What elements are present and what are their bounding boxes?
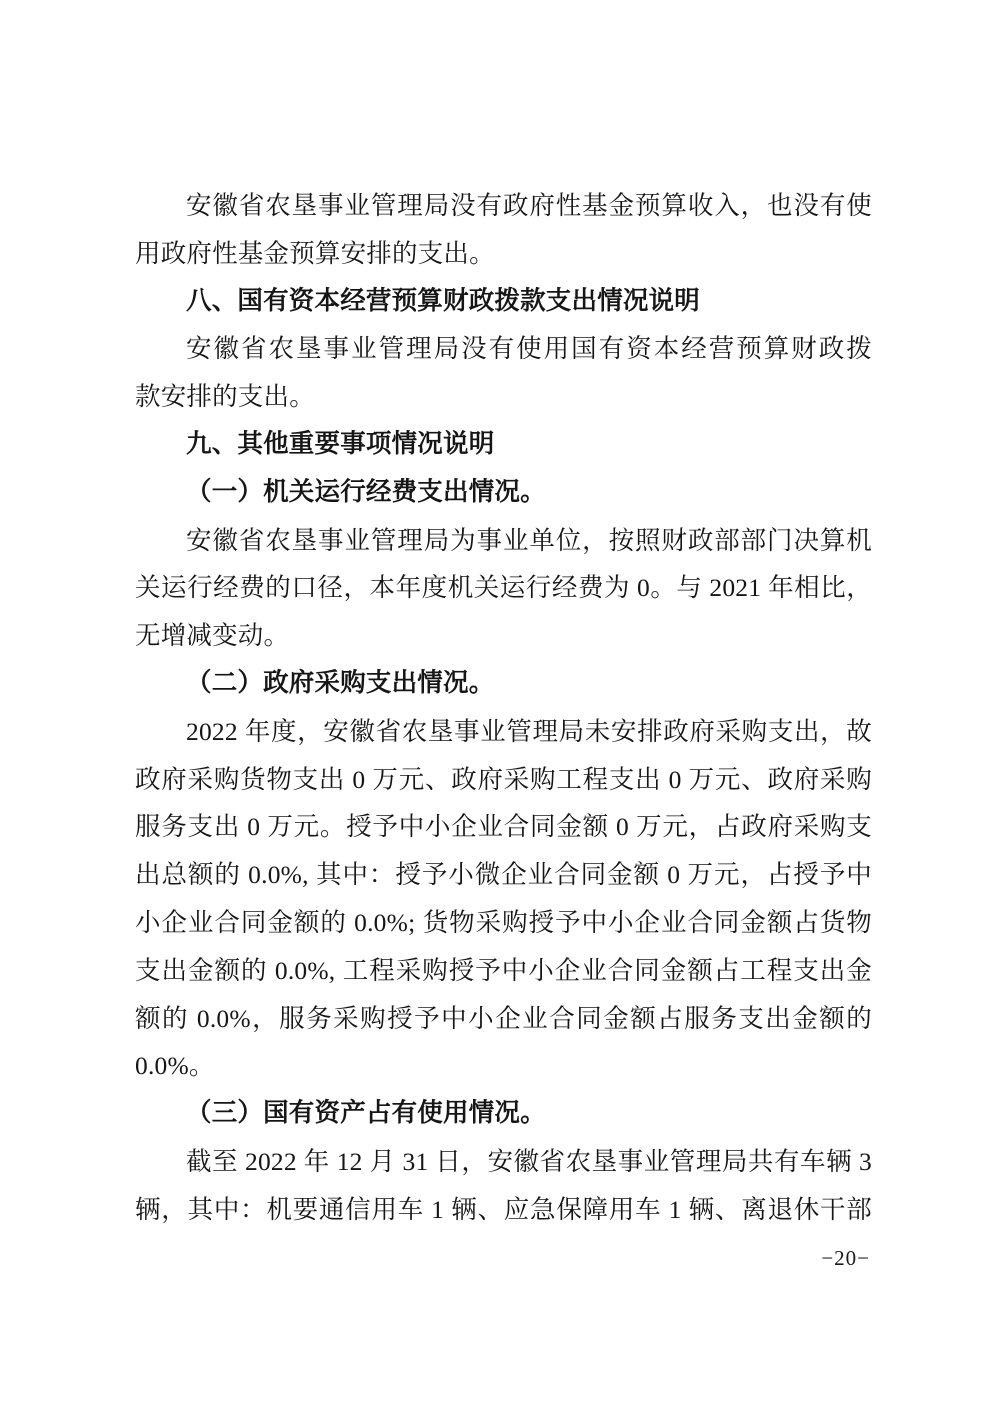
heading-subsection-3: （三）国有资产占有使用情况。 [186, 1099, 546, 1128]
paragraph-line: 小企业合同金额的 0.0%; 货物采购授予中小企业合同金额占货物 [135, 907, 872, 937]
heading-subsection-2: （二）政府采购支出情况。 [186, 668, 495, 697]
paragraph-line: 款安排的支出。 [135, 382, 315, 412]
heading-section-9: 九、其他重要事项情况说明 [186, 429, 495, 458]
paragraph-line: 辆，其中：机要通信用车 1 辆、应急保障用车 1 辆、离退休干部 [135, 1194, 872, 1224]
paragraph-line: 关运行经费的口径，本年度机关运行经费为 0。与 2021 年相比， [135, 573, 872, 603]
page-number: −20− [821, 1246, 870, 1270]
paragraph-line: 无增减变动。 [135, 621, 290, 651]
paragraph-line: 支出金额的 0.0%, 工程采购授予中小企业合同金额占工程支出金 [135, 955, 872, 985]
paragraph-line: 安徽省农垦事业管理局没有政府性基金预算收入，也没有使 [186, 191, 872, 220]
paragraph-line: 截至 2022 年 12 月 31 日，安徽省农垦事业管理局共有车辆 3 [186, 1146, 872, 1176]
document-body [135, 182, 872, 1234]
paragraph-line: 额的 0.0%，服务采购授予中小企业合同金额占服务支出金额的 [135, 1003, 872, 1033]
paragraph-line: 0.0%。 [135, 1051, 215, 1081]
paragraph-line: 政府采购货物支出 0 万元、政府采购工程支出 0 万元、政府采购 [135, 764, 872, 794]
paragraph-line: 安徽省农垦事业管理局为事业单位，按照财政部部门决算机 [186, 525, 872, 555]
paragraph-line: 2022 年度，安徽省农垦事业管理局未安排政府采购支出，故 [186, 716, 872, 746]
paragraph-line: 安徽省农垦事业管理局没有使用国有资本经营预算财政拨 [186, 334, 872, 364]
heading-section-8: 八、国有资本经营预算财政拨款支出情况说明 [186, 286, 701, 315]
paragraph-line: 出总额的 0.0%, 其中：授予小微企业合同金额 0 万元，占授予中 [135, 860, 872, 890]
heading-subsection-1: （一）机关运行经费支出情况。 [186, 477, 546, 506]
paragraph-line: 服务支出 0 万元。授予中小企业合同金额 0 万元，占政府采购支 [135, 812, 872, 842]
paragraph-line: 用政府性基金预算安排的支出。 [135, 238, 495, 268]
